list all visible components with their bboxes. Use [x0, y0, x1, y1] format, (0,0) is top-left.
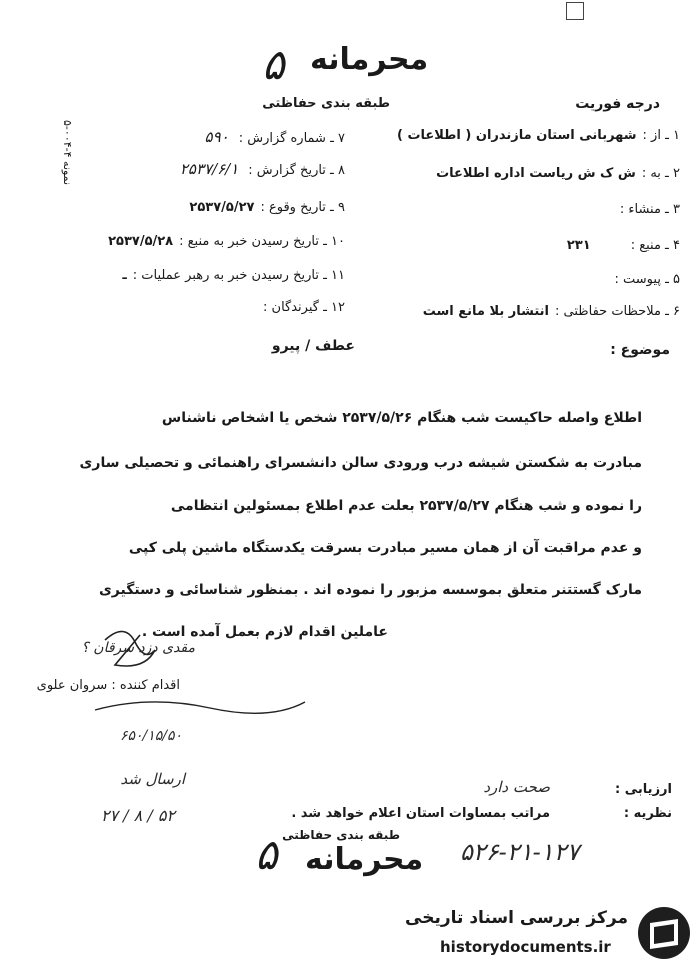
body-line: مبادرت به شکستن شیشه درب ورودی سالن دانشسرای راهنمائی و تحصیلی ساری — [79, 455, 642, 471]
handwritten-note: مقدی دزد سرقان ؟ — [81, 640, 195, 656]
subject-value: عطف / پیرو — [271, 338, 355, 354]
field-report-date: ۸ ـ تاریخ گزارش :۲۵۳۷/۶/۱ — [179, 160, 345, 178]
watermark-title: مرکز بررسی اسناد تاریخی — [405, 908, 628, 928]
archive-logo-icon — [636, 905, 692, 961]
field-occurrence-date: ۹ ـ تاریخ وقوع :۲۵۳۷/۵/۲۷ — [189, 200, 345, 215]
urgency-label: درجه فوریت — [575, 96, 660, 112]
officer-signature: اقدام کننده : سروان علوی — [36, 678, 180, 693]
evaluation-label: ارزیابی : — [615, 782, 672, 797]
body-line: عاملین اقدام لازم بعمل آمده است . — [141, 624, 388, 640]
subject-label: موضوع : — [610, 342, 670, 358]
field-report-number: ۷ ـ شماره گزارش :۵۹۰ — [204, 128, 345, 146]
class-label-bottom: طبقه بندی حفاظتی — [282, 828, 400, 842]
field-to: ۲ ـ به :ش ک ش ریاست اداره اطلاعات — [436, 166, 680, 181]
handwritten-sent: ارسال شد — [120, 770, 185, 788]
classification-bottom: محرمانه — [305, 842, 424, 877]
classification-mark-bottom: ۵ — [255, 830, 278, 879]
evaluation-value: صحت دارد — [483, 778, 550, 796]
body-line: و عدم مراقبت آن از همان مسیر مبادرت بسرقت یکدستگاه ماشین پلی کپی — [128, 540, 642, 556]
field-origin: ۳ ـ منشاء : — [619, 202, 680, 217]
field-source-date: ۱۰ ـ تاریخ رسیدن خبر به منبع :۲۵۳۷/۵/۲۸ — [108, 234, 345, 249]
opinion-value: مراتب بمساوات استان اعلام خواهد شد . — [291, 806, 550, 821]
handwritten-number: ۶۵۰/۱۵/۵۰ — [120, 728, 183, 744]
opinion-label: نظریه : — [623, 806, 672, 821]
classification-mark-top: ۵ — [262, 40, 285, 89]
handwritten-report-number: ۵۲۶-۲۱-۱۲۷ — [460, 838, 580, 866]
field-recipients: ۱۲ ـ گیرندگان : — [263, 300, 345, 315]
body-line: مارک گستتنر متعلق بموسسه مزبور را نموده اند . بمنظور شناسائی و دستگیری — [98, 582, 642, 598]
signature-underline — [90, 690, 310, 720]
field-leader-date: ۱۱ ـ تاریخ رسیدن خبر به رهبر عملیات :ـ — [122, 268, 345, 283]
field-attachment: ۵ ـ پیوست : — [614, 272, 680, 287]
field-security-notes: ۶ ـ ملاحظات حفاظتی :انتشار بلا مانع است — [422, 304, 680, 319]
classification-top: محرمانه — [310, 42, 429, 77]
body-line: اطلاع واصله حاکیست شب هنگام ۲۵۳۷/۵/۲۶ شخص یا اشخاص ناشناس — [161, 410, 642, 426]
class-label-top: طبقه بندی حفاظتی — [262, 96, 390, 111]
watermark-url: historydocuments.ir — [440, 938, 611, 956]
corner-mark — [566, 2, 584, 20]
field-source: ۴ ـ منبع :۲۳۱ — [566, 238, 680, 253]
handwritten-date: ۵۲ / ۸ / ۲۷ — [100, 806, 175, 825]
form-number: نمونه ۴-۰۰۴-۵ — [61, 120, 74, 186]
field-from: ۱ ـ از :شهربانی استان مازندران ( اطلاعات ) — [397, 128, 680, 143]
body-line: را نموده و شب هنگام ۲۵۳۷/۵/۲۷ بعلت عدم اطلاع بمسئولین انتظامی — [170, 498, 642, 514]
